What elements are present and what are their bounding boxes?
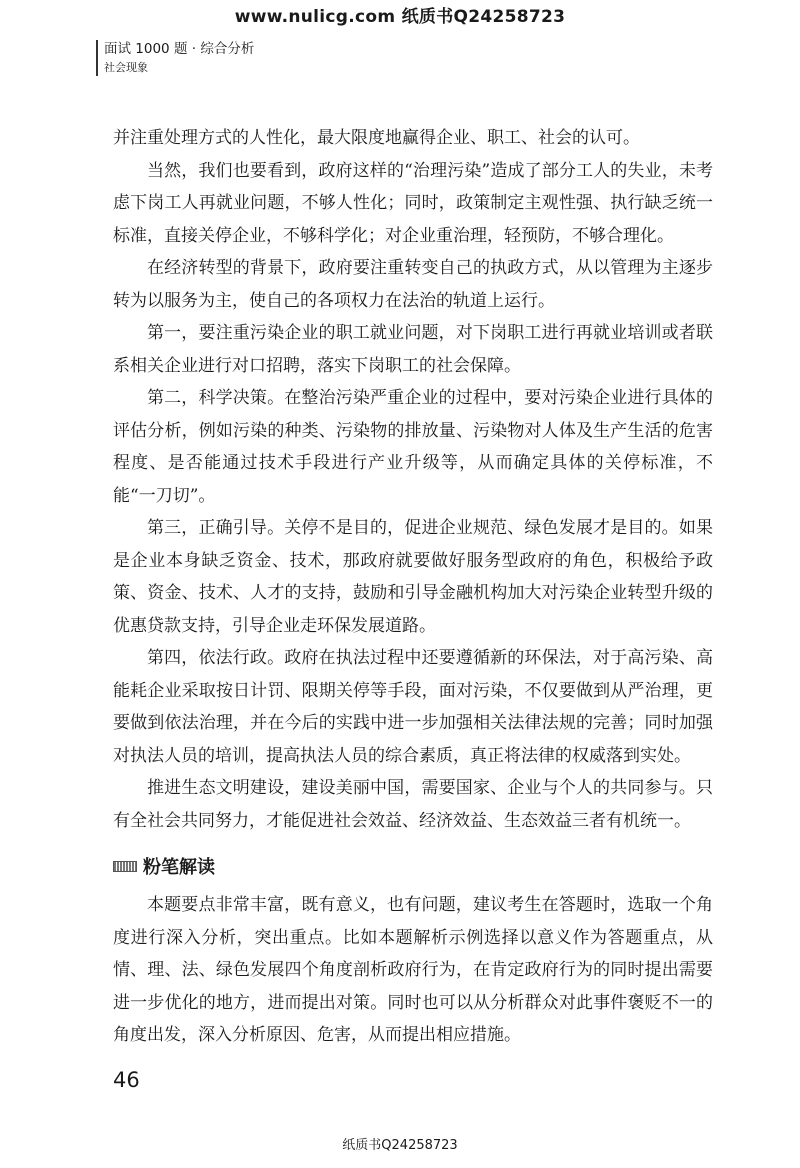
section-title: 粉笔解读 xyxy=(143,857,215,878)
running-header xyxy=(96,40,254,76)
main-text xyxy=(113,122,713,837)
paragraph-continuation: 并注重处理方式的人性化，最大限度地赢得企业、职工、社会的认可。 xyxy=(113,128,640,148)
page-number: 46 xyxy=(113,1068,140,1092)
paragraph: 第三，正确引导。关停不是目的，促进企业规范、绿色发展才是目的。如果是企业本身缺乏资金、技术，那政府就要做好服务型政府的角色，积极给予政策、资金、技术、人才的支持，鼓励和引导金融机构加大对污染企业转型升级的优惠贷款支持，引导企业走环保发展道路。 xyxy=(113,518,713,636)
section-marker-icon xyxy=(113,861,137,872)
paragraph: 在经济转型的背景下，政府要注重转变自己的执政方式，从以管理为主逐步转为以服务为主，使自己的各项权力在法治的轨道上运行。 xyxy=(113,258,713,311)
paragraph: 当然，我们也要看到，政府这样的“治理污染”造成了部分工人的失业，未考虑下岗工人再就业问题，不够人性化；同时，政策制定主观性强、执行缺乏统一标准，直接关停企业，不够科学化；对企业重治理，轻预防，不够合理化。 xyxy=(113,160,713,246)
paragraph: 推进生态文明建设，建设美丽中国，需要国家、企业与个人的共同参与。只有全社会共同努力，才能促进社会效益、经济效益、生态效益三者有机统一。 xyxy=(113,778,713,831)
book-title: 面试 1000 题 · 综合分析 xyxy=(104,41,255,57)
paragraph: 第一，要注重污染企业的职工就业问题，对下岗职工进行再就业培训或者联系相关企业进行对口招聘，落实下岗职工的社会保障。 xyxy=(113,323,713,376)
paragraph: 第二，科学决策。在整治污染严重企业的过程中，要对污染企业进行具体的评估分析，例如污染的种类、污染物的排放量、污染物对人体及生产生活的危害程度、是否能通过技术手段进行产业升级等，从而确定具体的关停标准，不能“一刀切”。 xyxy=(113,388,713,506)
paragraph: 本题要点非常丰富，既有意义，也有问题，建议考生在答题时，选取一个角度进行深入分析，突出重点。比如本题解析示例选择以意义作为答题重点，从情、理、法、绿色发展四个角度剖析政府行为，在肯定政府行为的同时提出需要进一步优化的地方，进而提出对策。同时也可以从分析群众对此事件褒贬不一的角度出发，深入分析原因、危害，从而提出相应措施。 xyxy=(113,895,713,1045)
analysis-text xyxy=(113,889,713,1052)
section-heading xyxy=(113,851,215,881)
bottom-watermark: 纸质书Q24258723 xyxy=(342,1138,458,1153)
top-watermark: www.nulicg.com 纸质书Q24258723 xyxy=(234,7,566,27)
paragraph: 第四，依法行政。政府在执法过程中还要遵循新的环保法，对于高污染、高能耗企业采取按日计罚、限期关停等手段，面对污染，不仅要做到从严治理，更要做到依法治理，并在今后的实践中进一步加强相关法律法规的完善；同时加强对执法人员的培训，提高执法人员的综合素质，真正将法律的权威落到实处。 xyxy=(113,648,713,766)
chapter-title: 社会现象 xyxy=(104,61,148,74)
